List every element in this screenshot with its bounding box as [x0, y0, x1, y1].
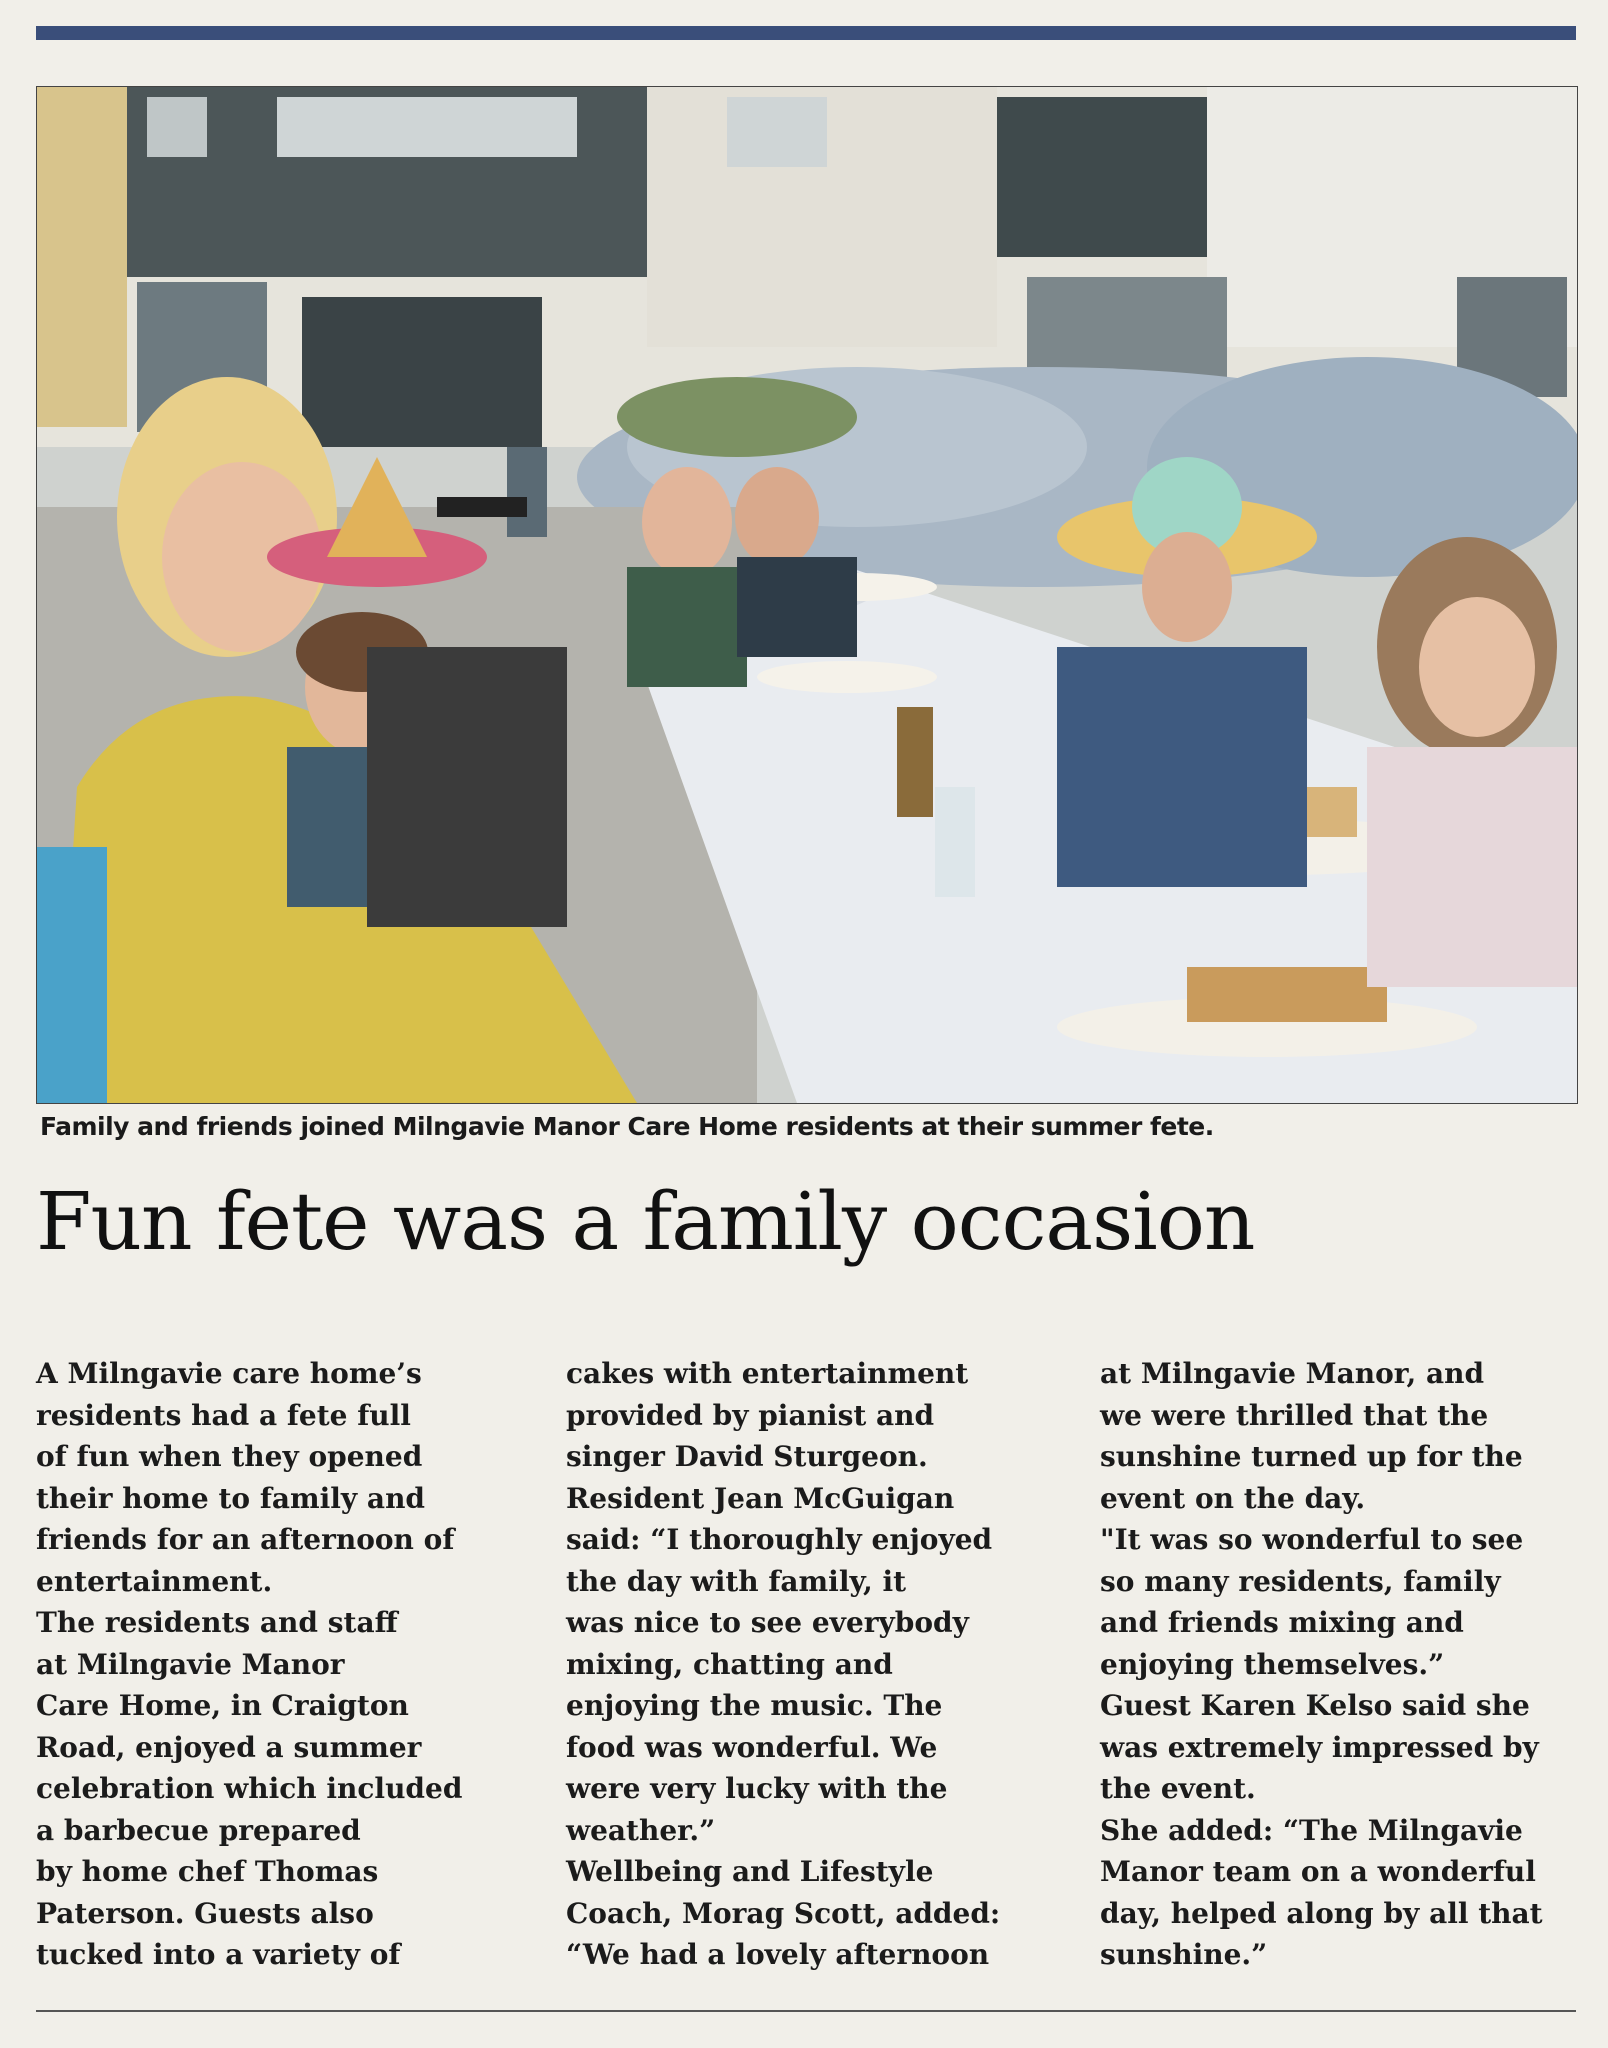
article-line: of fun when they opened [36, 1440, 423, 1473]
article-line: “We had a lovely afternoon [566, 1938, 990, 1971]
article-line: Manor team on a wonderful [1100, 1855, 1536, 1888]
article-line: by home chef Thomas [36, 1855, 379, 1888]
article-line: weather.” [566, 1813, 716, 1847]
article-line: and friends mixing and [1100, 1606, 1464, 1639]
article-line: Guest Karen Kelso said she [1100, 1689, 1530, 1722]
article-line: friends for an afternoon of [36, 1523, 455, 1556]
article-line: was extremely impressed by [1100, 1730, 1539, 1764]
article-line: celebration which included [36, 1772, 463, 1805]
article-line: the event. [1100, 1772, 1256, 1805]
article-column-1 [36, 1353, 536, 1976]
article-line: Resident Jean McGuigan [566, 1481, 955, 1515]
article-line: tucked into a variety of [36, 1938, 401, 1971]
article-line: a barbecue prepared [36, 1813, 361, 1847]
article-line: said: “I thoroughly enjoyed [566, 1523, 993, 1556]
article-line: sunshine.” [1100, 1938, 1268, 1971]
article-line: A Milngavie care home’s [36, 1357, 422, 1390]
article-line: at Milngavie Manor [36, 1647, 345, 1681]
article-line: Care Home, in Craigton [36, 1689, 409, 1722]
article-body [36, 1353, 1576, 1983]
article-line: Coach, Morag Scott, added: [566, 1896, 1001, 1930]
article-line: The residents and staff [36, 1606, 398, 1639]
article-column-2 [566, 1353, 1066, 1976]
article-line: Paterson. Guests also [36, 1896, 374, 1930]
article-line: sunshine turned up for the [1100, 1440, 1523, 1473]
article-line: "It was so wonderful to see [1100, 1523, 1524, 1556]
article-line: She added: “The Milngavie [1100, 1813, 1523, 1847]
article-line: event on the day. [1100, 1481, 1366, 1515]
article-line: their home to family and [36, 1481, 426, 1515]
article-line: singer David Sturgeon. [566, 1440, 928, 1473]
article-line: enjoying the music. The [566, 1689, 943, 1722]
article-line: Road, enjoyed a summer [36, 1730, 422, 1764]
article-line: cakes with entertainment [566, 1357, 969, 1390]
article-line: residents had a fete full [36, 1398, 411, 1432]
article-line: food was wonderful. We [566, 1730, 938, 1764]
article-line: was nice to see everybody [566, 1606, 969, 1639]
headline: Fun fete was a family occasion [36, 1175, 1255, 1268]
article-line: were very lucky with the [566, 1772, 948, 1805]
article-column-3 [1100, 1353, 1600, 1976]
fete-photo-illustration [37, 87, 1577, 1103]
article-line: enjoying themselves.” [1100, 1647, 1445, 1681]
article-line: the day with family, it [566, 1564, 907, 1598]
top-rule [36, 26, 1576, 40]
article-line: provided by pianist and [566, 1398, 935, 1432]
fete-photo [36, 86, 1578, 1104]
article-line: at Milngavie Manor, and [1100, 1357, 1485, 1390]
article-line: mixing, chatting and [566, 1647, 893, 1681]
article-line: we were thrilled that the [1100, 1398, 1489, 1432]
photo-caption: Family and friends joined Milngavie Manor Care Home residents at their summer fete. [40, 1112, 1214, 1141]
article-line: day, helped along by all that [1100, 1896, 1543, 1930]
article-line: entertainment. [36, 1564, 273, 1598]
article-line: so many residents, family [1100, 1564, 1501, 1598]
bottom-rule [36, 2010, 1576, 2012]
article-line: Wellbeing and Lifestyle [566, 1855, 934, 1888]
